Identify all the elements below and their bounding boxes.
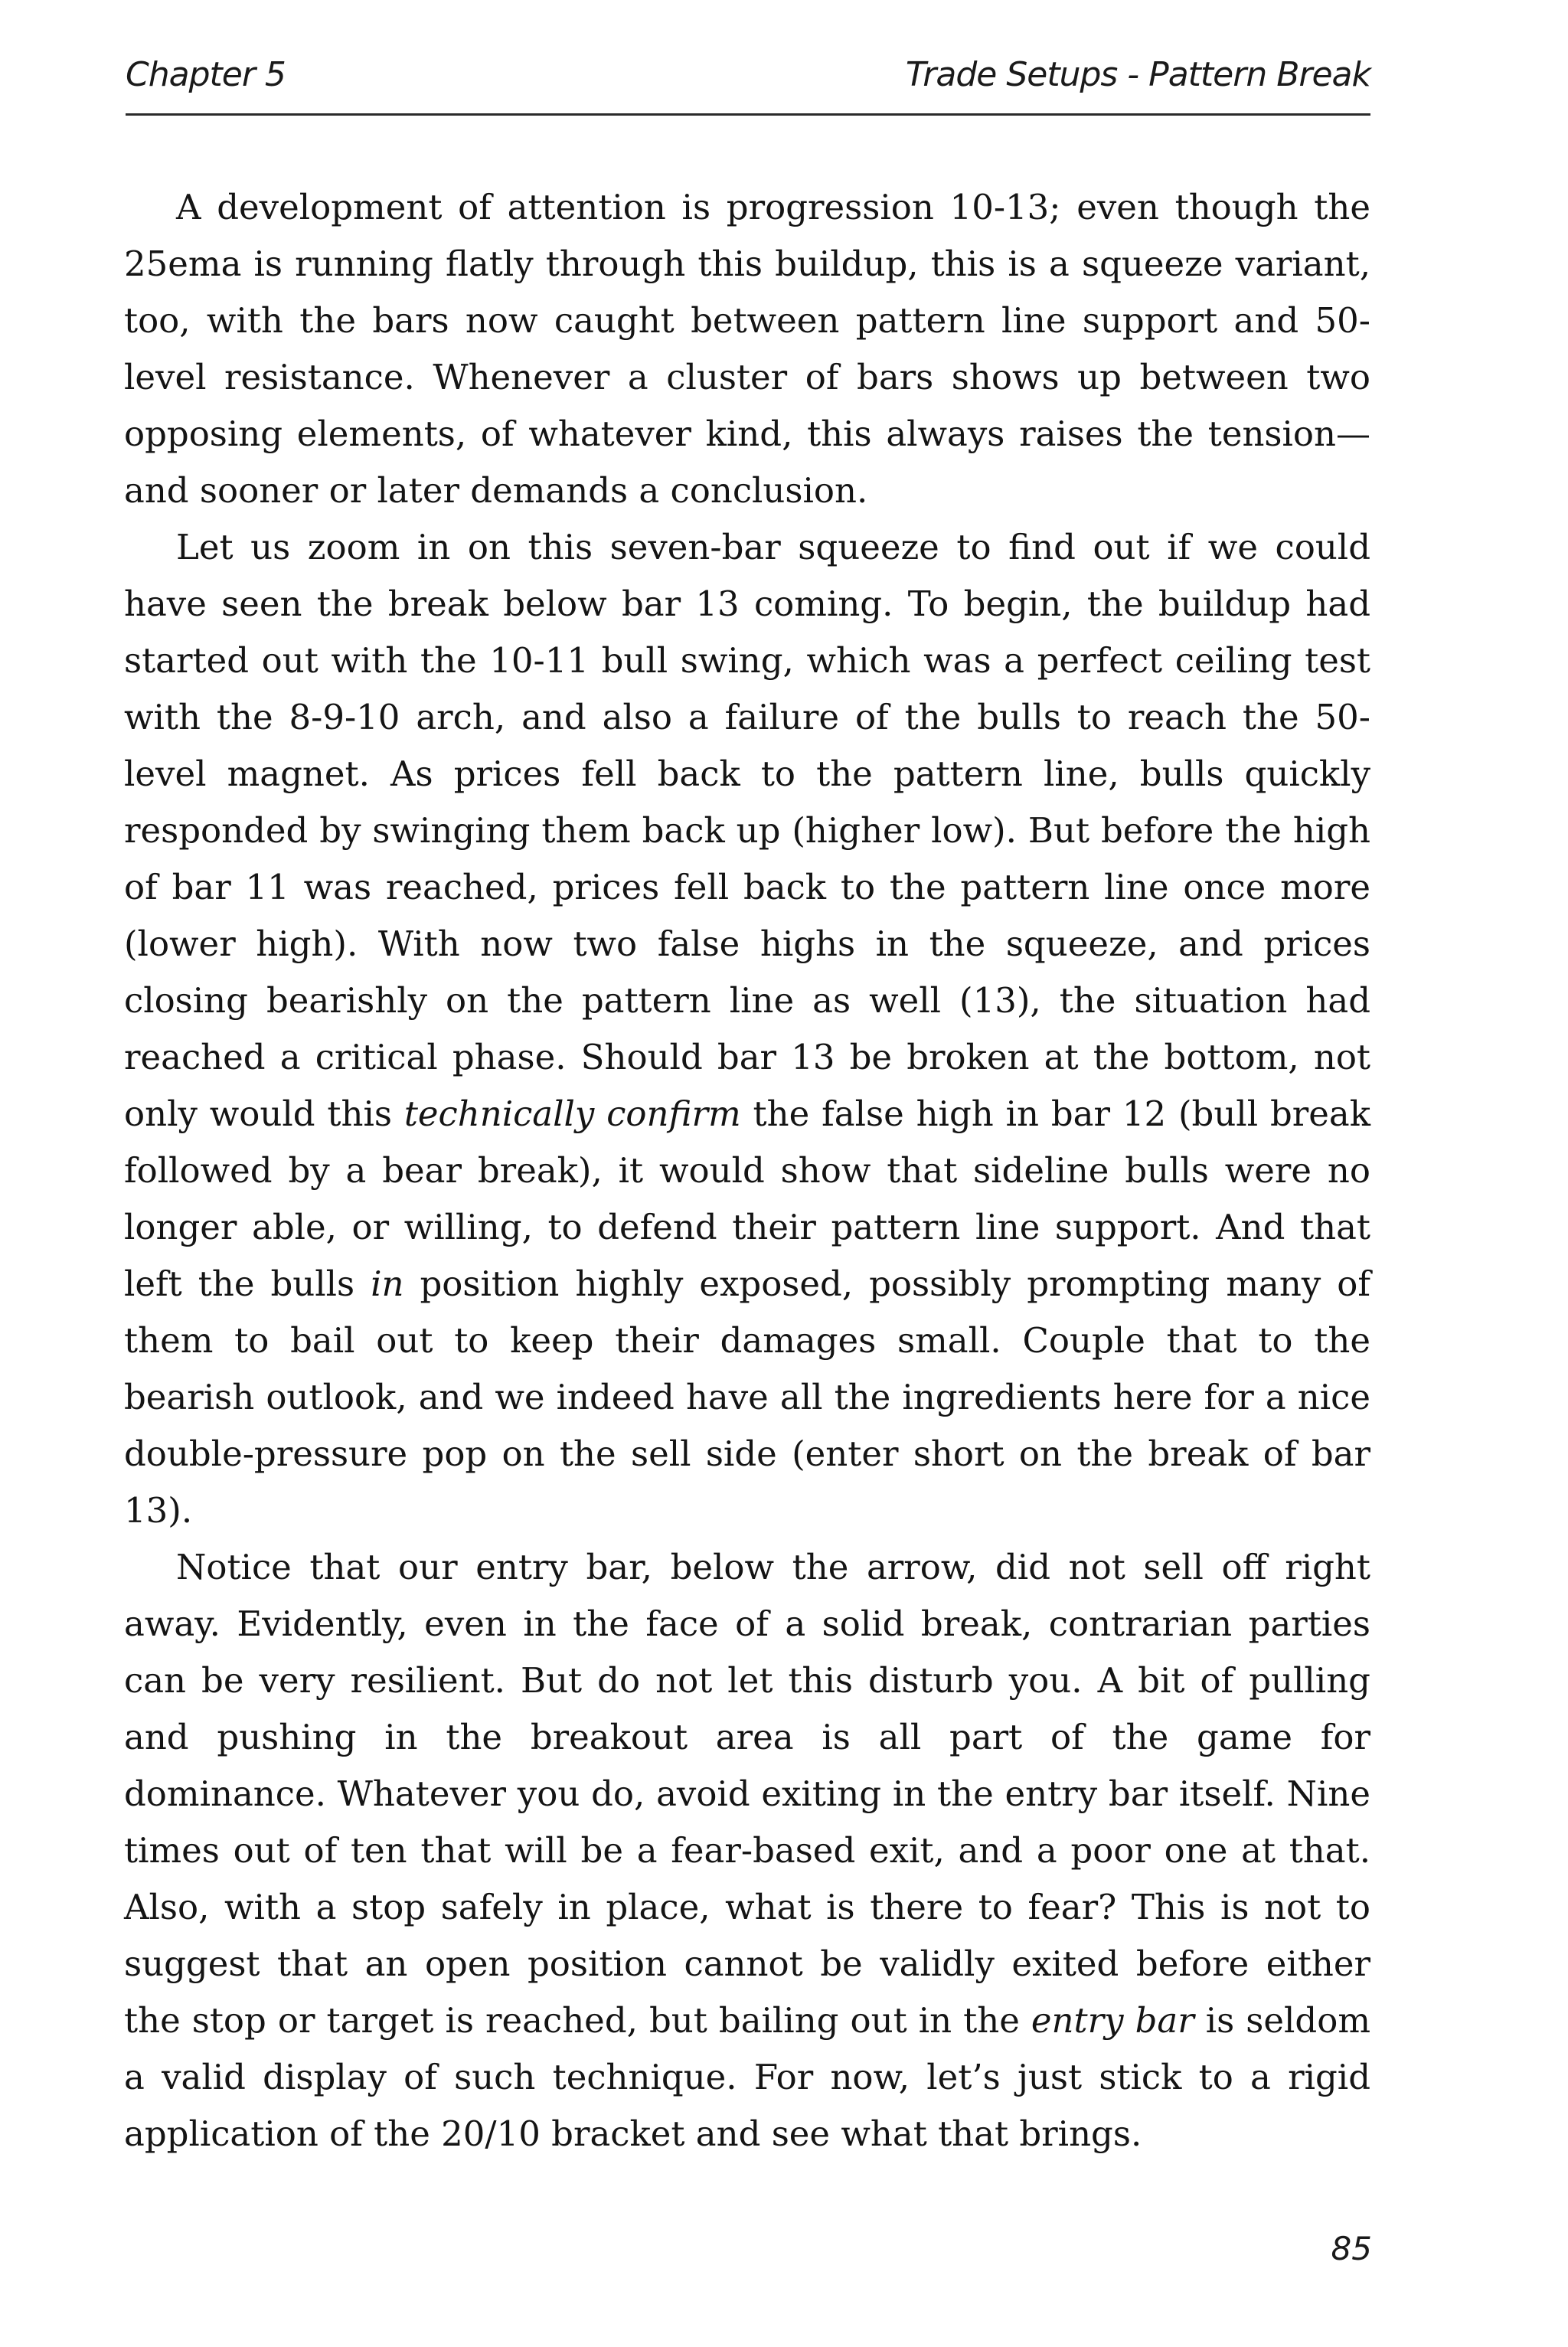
paragraph-1 xyxy=(124,179,1370,519)
paragraph-2-text-b: the false high in bar 12 (bull break followed by a bear break), it would show that sideline bulls were no longer able, or willing, to defend their pattern line support. And that left the bulls xyxy=(124,1093,1370,1304)
paragraph-3-text-a: Notice that our entry bar, below the arrow, did not sell off right away. Evidently, even in the face of a solid break, contrarian parties can be very resilient. But do not let this disturb you. A bit of pulling and pushing in the breakout area is all part of the game for dominance. Whatever you do, avoid exiting in the entry bar itself. Nine times out of ten that will be a fear-based exit, and a poor one at that. Also, with a stop safely in place, what is there to fear? This is not to suggest that an open position cannot be validly exited before either the stop or target is reached, but bailing out in the xyxy=(124,1547,1370,2041)
paragraph-3-text-b: is seldom a valid display of such technique. For now, let’s just stick to a rigid application of the 20/10 bracket and see what that brings. xyxy=(124,2000,1370,2154)
paragraph-2-emphasis-technically-confirm: technically confirm xyxy=(403,1093,741,1134)
section-title: Trade Setups - Pattern Break xyxy=(905,55,1370,94)
chapter-label: Chapter 5 xyxy=(126,55,286,94)
running-header xyxy=(126,49,1370,98)
body-text xyxy=(124,179,1370,2162)
paragraph-2-emphasis-in: in xyxy=(371,1263,404,1304)
header-divider xyxy=(126,113,1370,116)
paragraph-2-text-c: position highly exposed, possibly prompting many of them to bail out to keep their damages small. Couple that to the bearish outlook, and we indeed have all the ingredients here for a nice double-pressure pop on the sell side (enter short on the break of bar 13). xyxy=(124,1263,1370,1531)
paragraph-2 xyxy=(124,519,1370,1539)
paragraph-1-text: A development of attention is progression 10-13; even though the 25ema is running flatly through this buildup, this is a squeeze variant, too, with the bars now caught between pattern line support and 50-level resistance. Whenever a cluster of bars shows up between two opposing elements, of whatever kind, this always raises the tension—and sooner or later demands a conclusion. xyxy=(124,187,1370,511)
paragraph-3 xyxy=(124,1539,1370,2162)
paragraph-3-emphasis-entry-bar: entry bar xyxy=(1031,2000,1194,2041)
paragraph-2-text-a: Let us zoom in on this seven-bar squeeze to find out if we could have seen the break below bar 13 coming. To begin, the buildup had started out with the 10-11 bull swing, which was a perfect ceiling test with the 8-9-10 arch, and also a failure of the bulls to reach the 50-level magnet. As prices fell back to the pattern line, bulls quickly responded by swinging them back up (higher low). But before the high of bar 11 was reached, prices fell back to the pattern line once more (lower high). With now two false highs in the squeeze, and prices closing bearishly on the pattern line as well (13), the situation had reached a critical phase. Should bar 13 be broken at the bottom, not only would this xyxy=(124,527,1370,1134)
page-number: 85 xyxy=(1331,2230,1372,2267)
